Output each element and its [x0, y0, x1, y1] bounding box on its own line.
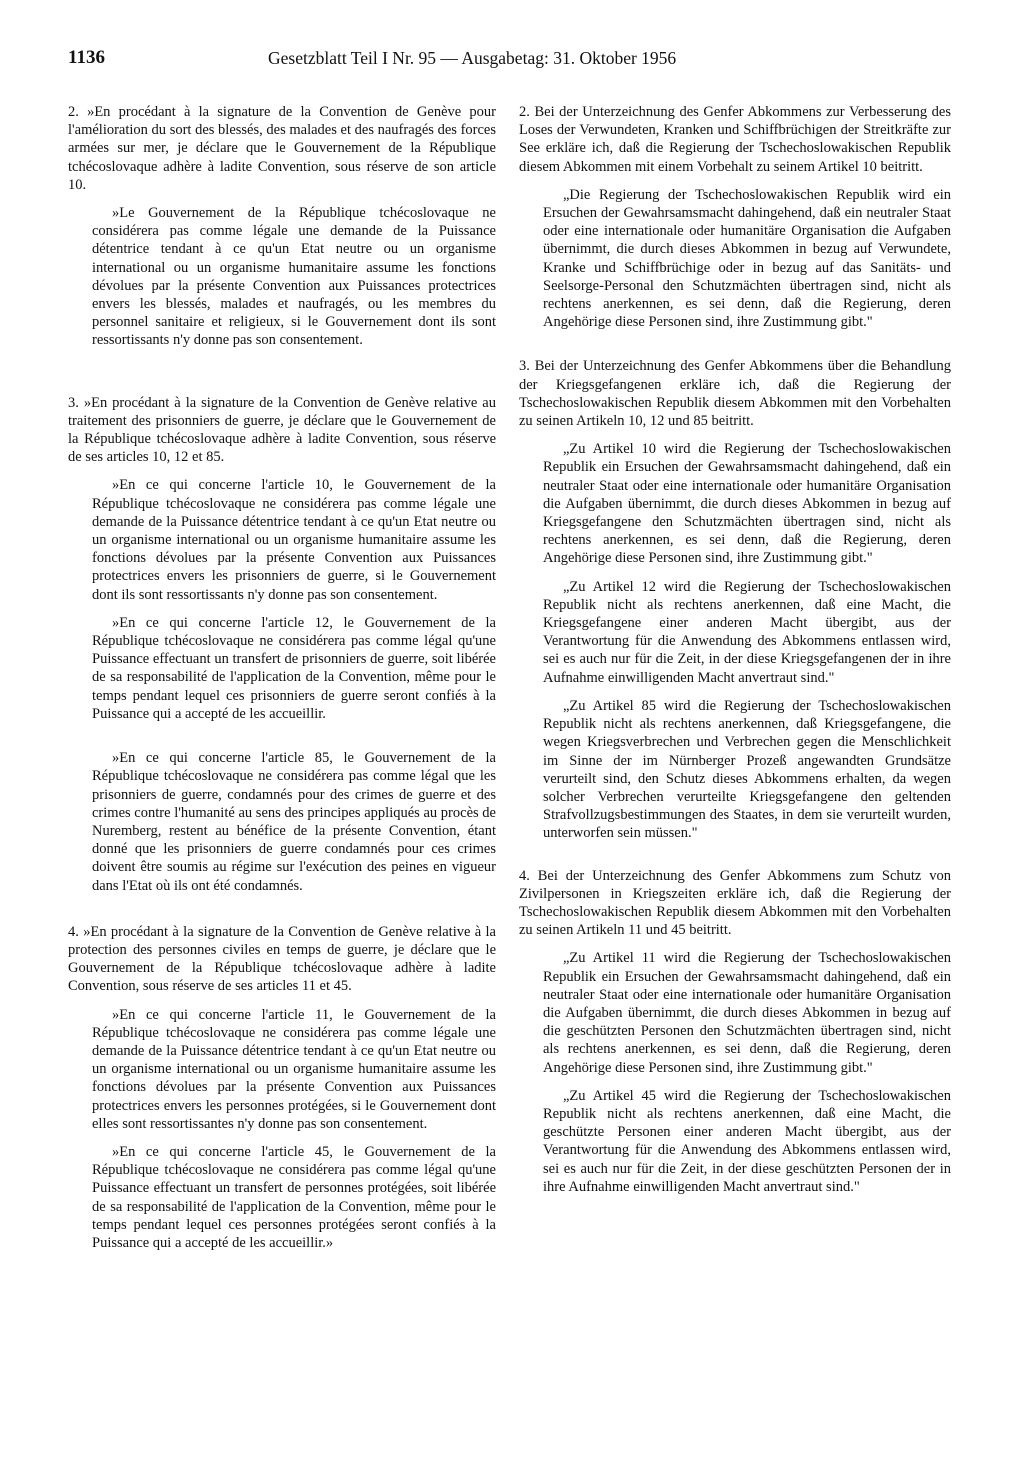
- german-s3-p1: „Zu Artikel 10 wird die Regierung der Tschechoslowakischen Republik ein Ersuchen der Gewahrsamsmacht dahingehend, daß ein neutraler Staat oder eine internationale oder humanitäre Organisation die Aufgaben übernimmt, die durch dieses Abkommen in bezug auf Kriegsgefangene den Schutzmächten übertragen sind, nicht als rechtens anerkennen, es sei denn, daß die Regierung, deren Angehörige diese Personen sind, ihre Zustimmung gibt.": [543, 441, 951, 567]
- french-section-3: [68, 394, 496, 895]
- french-section-4: [68, 923, 496, 1252]
- french-s2-p1: »Le Gouvernement de la République tchécoslovaque ne considérera pas comme légale une demande de la Puissance détentrice tendant à ce qu'un Etat neutre ou un organisme international ou un organisme humanitaire assume les fonctions dévolues par la présente Convention aux Puissances protectrices envers les blessés, malades et naufragés, ou les membres du personnel sanitaire et religieux, si le Gouvernement dont ils sont ressortissants n'y donne pas son consentement.: [92, 205, 496, 349]
- french-s4-p2: »En ce qui concerne l'article 45, le Gouvernement de la République tchécoslovaque ne considérera pas comme légal qu'une Puissance effectuant un transfert de personnes protégées, soit libérée de sa responsabilité de l'application de la Convention, même pour le temps pendant lequel ces personnes protégées seront confiés à la Puissance qui a accepté de les accueillir.»: [92, 1143, 496, 1251]
- french-s3-p3: »En ce qui concerne l'article 85, le Gouvernement de la République tchécoslovaque ne considérera pas comme légal que les prisonniers de guerre, condamnés pour des crimes de guerre et des crimes contre l'humanité au sens des principes appliqués au procès de Nuremberg, restent au bénéfice de la présente Convention, étant donné que les prisonniers de guerre condamnés pour ces crimes doivent être soumis au régime sur l'exécution des peines en vigueur dans l'Etat où ils ont été condamnés.: [92, 750, 496, 894]
- german-section-2: [519, 103, 951, 331]
- french-s3-p1: »En ce qui concerne l'article 10, le Gouvernement de la République tchécoslovaque ne considérera pas comme légale une demande de la Puissance détentrice tendant à ce qu'un Etat neutre ou un organisme international ou un organisme humanitaire assume les fonctions dévolues par la présente Convention aux Puissances protectrices envers les prisonniers de guerre, si le Gouvernement dont ils sont ressortissants n'y donne pas son consentement.: [92, 477, 496, 603]
- french-s3-lead: 3. »En procédant à la signature de la Convention de Genève relative au traitement des prisonniers de guerre, je déclare que le Gouvernement de la République tchécoslovaque adhère à ladite Convention, sous réserve de ses articles 10, 12 et 85.: [68, 394, 496, 466]
- french-s3-p2: »En ce qui concerne l'article 12, le Gouvernement de la République tchécoslovaque ne considérera pas comme légal qu'une Puissance effectuant un transfert de prisonniers de guerre, soit libérée de sa responsabilité de l'application de la Convention, même pour le temps pendant lequel ces prisonniers de guerre seront confiés à la Puissance qui a accepté de les accueillir.: [92, 614, 496, 722]
- german-s3-p3: „Zu Artikel 85 wird die Regierung der Tschechoslowakischen Republik nicht als rechtens anerkennen, daß Kriegsgefangene, die wegen Kriegsverbrechen und Verbrechen gegen die Menschlichkeit im Sinne der im Nürnberger Prozeß angewandten Grundsätze verurteilt sind, den Schutz dieses Abkommens erhalten, da wegen solcher Verbrechen verurteilte Kriegsgefangene den geltenden Strafvollzugsbestimmungen des Staates, in dem sie verurteilt wurden, unterworfen sein müssen.": [543, 697, 951, 842]
- german-column: [519, 103, 951, 1393]
- page-header: [68, 46, 756, 74]
- german-s3-lead: 3. Bei der Unterzeichnung des Genfer Abkommens über die Behandlung der Kriegsgefangenen erkläre ich, daß die Regierung der Tschechoslowakischen Republik diesem Abkommen mit den Vorbehalten zu seinen Artikeln 10, 12 und 85 beitritt.: [519, 358, 951, 430]
- page-number: 1136: [68, 47, 105, 68]
- german-s3-p2: „Zu Artikel 12 wird die Regierung der Tschechoslowakischen Republik nicht als rechtens anerkennen, daß eine Macht, die Kriegsgefangene einer anderen Macht übergibt, aus der Verantwortung für die Anwendung des Abkommens entlassen wird, sei es auch nur für die Zeit, in der diese Kriegsgefangenen der in ihre Aufnahme einwilligenden Macht anvertraut sind.": [543, 578, 951, 686]
- german-s2-p1: „Die Regierung der Tschechoslowakischen Republik wird ein Ersuchen der Gewahrsamsmacht dahingehend, daß ein neutraler Staat oder eine internationale oder humanitäre Organisation die Aufgaben übernimmt, die durch dieses Abkommen in bezug auf Verwundete, Kranke und Schiffbrüchige oder in bezug auf das Sanitäts- und Seelsorge-Personal den Schutzmächten übertragen sind, nicht als rechtens anerkennen, es sei denn, daß die Regierung, deren Angehörige diese Personen sind, ihre Zustimmung gibt.": [543, 186, 951, 331]
- german-s4-p2: „Zu Artikel 45 wird die Regierung der Tschechoslowakischen Republik nicht als rechtens anerkennen, daß eine Macht, die geschützte Personen einer anderen Macht übergibt, aus der Verantwortung für die Anwendung des Abkommens entlassen wird, sei es auch nur für die Zeit, in der diese geschützten Personen der in ihre Aufnahme einwilligenden Macht anvertraut sind.": [543, 1087, 951, 1195]
- gazette-title: Gesetzblatt Teil I Nr. 95 — Ausgabetag: 31. Oktober 1956: [268, 48, 677, 68]
- german-s2-lead: 2. Bei der Unterzeichnung des Genfer Abkommens zur Verbesserung des Loses der Verwundeten, Kranken und Schiffbrüchigen der Streitkräfte zur See erkläre ich, daß die Regierung der Tschechoslowakischen Republik diesem Abkommen mit einem Vorbehalt zu seinem Artikel 10 beitritt.: [519, 104, 951, 175]
- french-section-2: [68, 103, 496, 350]
- french-column: [68, 103, 496, 1393]
- german-s4-p1: „Zu Artikel 11 wird die Regierung der Tschechoslowakischen Republik ein Ersuchen der Gewahrsamsmacht dahingehend, daß ein neutraler Staat oder eine internationale oder humanitäre Organisation die Aufgaben übernimmt, die durch dieses Abkommen in bezug auf die geschützten Personen den Schutzmächten übertragen sind, nicht als rechtens anerkennen, es sei denn, daß die Regierung, deren Angehörige diese Personen sind, ihre Zustimmung gibt.": [543, 950, 951, 1076]
- french-s4-p1: »En ce qui concerne l'article 11, le Gouvernement de la République tchécoslovaque ne considérera pas comme légale une demande de la Puissance détentrice tendant à ce qu'un Etat neutre ou un organisme international ou un organisme humanitaire assume les fonctions dévolues par la présente Convention aux Puissances protectrices envers les personnes protégées, si le Gouvernement dont elles sont ressortissantes n'y donne pas son consentement.: [92, 1006, 496, 1132]
- french-s2-lead: 2. »En procédant à la signature de la Convention de Genève pour l'amélioration du sort des blessés, des malades et des naufragés des forces armées sur mer, je déclare que le Gouvernement de la République tchécoslovaque adhère à ladite Convention, sous réserve de son article 10.: [68, 104, 496, 193]
- french-s4-lead: 4. »En procédant à la signature de la Convention de Genève relative à la protection des personnes civiles en temps de guerre, je déclare que le Gouvernement de la République tchécoslovaque adhère à ladite Convention, sous réserve de ses articles 11 et 45.: [68, 923, 496, 995]
- german-section-4: [519, 867, 951, 1196]
- german-s4-lead: 4. Bei der Unterzeichnung des Genfer Abkommens zum Schutz von Zivilpersonen in Kriegszeiten erkläre ich, daß die Regierung der Tschechoslowakischen Republik diesem Abkommen mit den Vorbehalten zu seinen Artikeln 11 und 45 beitritt.: [519, 867, 951, 939]
- german-section-3: [519, 357, 951, 842]
